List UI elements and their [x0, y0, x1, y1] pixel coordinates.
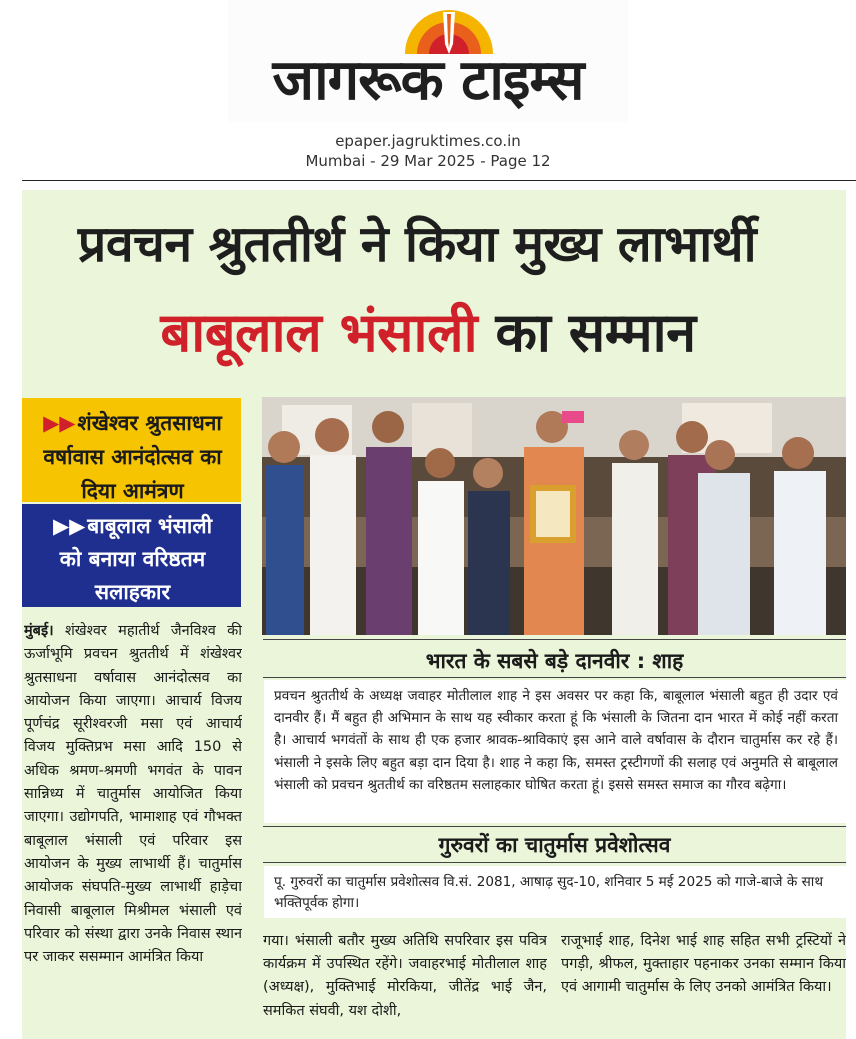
double-arrow-icon: ▶▶ [52, 514, 86, 538]
event-photo [262, 397, 846, 635]
quote-box: प्रवचन श्रुततीर्थ के अध्यक्ष जवाहर मोतीलाल शाह ने इस अवसर पर कहा कि, बाबूलाल भंसाली बहुत ही उदार एवं दानवीर हैं। मैं बहुत ही अभिमान के साथ यह स्वीकार करता हूं कि भंसाली के जितना दान भारत में कोई नहीं करता है। आचार्य भगवंतों के साथ ही एक हजार श्रावक-श्राविकाएं इस आने वाले वर्षावास के दौरान चातुर्मास कर रहे हैं। भंसाली ने इसके लिए बहुत बड़ा दान दिया है। शाह ने कहा कि, समस्त ट्रस्टीगणों की सलाह एवं अनुमति से बाबूलाल भंसाली को प्रवचन श्रुततीर्थ का वरिष्ठतम सलाहकार घोषित करता हूं। इससे समस्त समाज का गौरव बढ़ेगा। [264, 680, 846, 823]
subhead-line: को बनाया वरिष्ठतम [59, 547, 206, 571]
section-rule [263, 826, 846, 827]
headline-line-1: प्रवचन श्रुततीर्थ ने किया मुख्य लाभार्थी [77, 215, 757, 273]
note-box: पू. गुरुवरों का चातुर्मास प्रवेशोत्सव वि.सं. 2081, आषाढ़ सुद-10, शनिवार 5 मई 2025 को गाजे-बाजे के साथ भक्तिपूर्वक होगा। [264, 866, 846, 918]
article-middle-column: गया। भंसाली बतौर मुख्य अतिथि सपरिवार इस पवित्र कार्यक्रम में उपस्थित रहेंगे। जवाहरभाई मोतीलाल शाह (अध्यक्ष), मुक्तिभाई मोरकिया, जीतेंद्र भाई जैन, समकित संघवी, यश दोशी, [263, 933, 547, 1019]
article-left-column [24, 620, 242, 1026]
subhead-line: दिया आमंत्रण [81, 479, 184, 503]
section-heading-1: भारत के सबसे बड़े दानवीर : शाह [425, 649, 684, 673]
section-rule [263, 639, 846, 640]
subhead-box-yellow [22, 398, 241, 502]
group-photo-illustration [262, 397, 846, 635]
subhead-line: ▶▶शंखेश्वर श्रुतसाधना [43, 411, 222, 435]
subhead-line: वर्षावास आनंदोत्सव का [43, 445, 222, 469]
article-right-column: राजूभाई शाह, दिनेश भाई शाह सहित सभी ट्रस्टियों ने पगड़ी, श्रीफल, मुक्ताहार पहनाकर उनका सम्मान किया एवं आगामी चातुर्मास के लिए उनको आमंत्रित किया। [561, 933, 846, 996]
dateline: मुंबई। [24, 623, 54, 639]
header-divider [22, 180, 856, 181]
section-heading-2: गुरुवरों का चातुर्मास प्रवेशोत्सव [438, 833, 671, 857]
subhead-box-blue [22, 504, 241, 607]
subhead-line: ▶▶बाबूलाल भंसाली [52, 514, 213, 538]
section-rule [263, 677, 846, 678]
edition-info: Mumbai - 29 Mar 2025 - Page 12 [305, 152, 551, 170]
headline-name: बाबूलाल भंसाली [160, 301, 478, 364]
newspaper-title: जागरूक टाइम्स [272, 48, 584, 113]
epaper-url: epaper.jagruktimes.co.in [335, 132, 521, 150]
masthead [228, 0, 628, 122]
section-rule [263, 862, 846, 863]
headline-rest: का सम्मान [495, 301, 696, 364]
subhead-line: सलाहकार [94, 580, 171, 604]
headline-line-2 [0, 293, 856, 367]
article-text: शंखेश्वर महातीर्थ जैनविश्व की ऊर्जाभूमि प्रवचन श्रुततीर्थ में शंखेश्वर श्रुतसाधना वर्षावास आनंदोत्सव का आयोजन किया जाएगा। आचार्य विजय पूर्णचंद्र सूरीश्वरजी मसा एवं आचार्य विजय मुक्तिप्रभ मसा आदि 150 से अधिक श्रमण-श्रमणी भगवंत के पावन सान्निध्य में चातुर्मास आयोजित किया जाएगा। उद्योगपति, भामाशाह एवं गौभक्त बाबूलाल भंसाली एवं परिवार इस आयोजन के मुख्य लाभार्थी हैं। चातुर्मास आयोजक संघपति-मुख्य लाभार्थी हाड़ेचा निवासी बाबूलाल मिश्रीमल भंसाली एवं परिवार को संस्था द्वारा उनके निवास स्थान पर जाकर ससम्मान आमंत्रित किया [24, 623, 242, 966]
double-arrow-icon: ▶▶ [43, 411, 76, 435]
